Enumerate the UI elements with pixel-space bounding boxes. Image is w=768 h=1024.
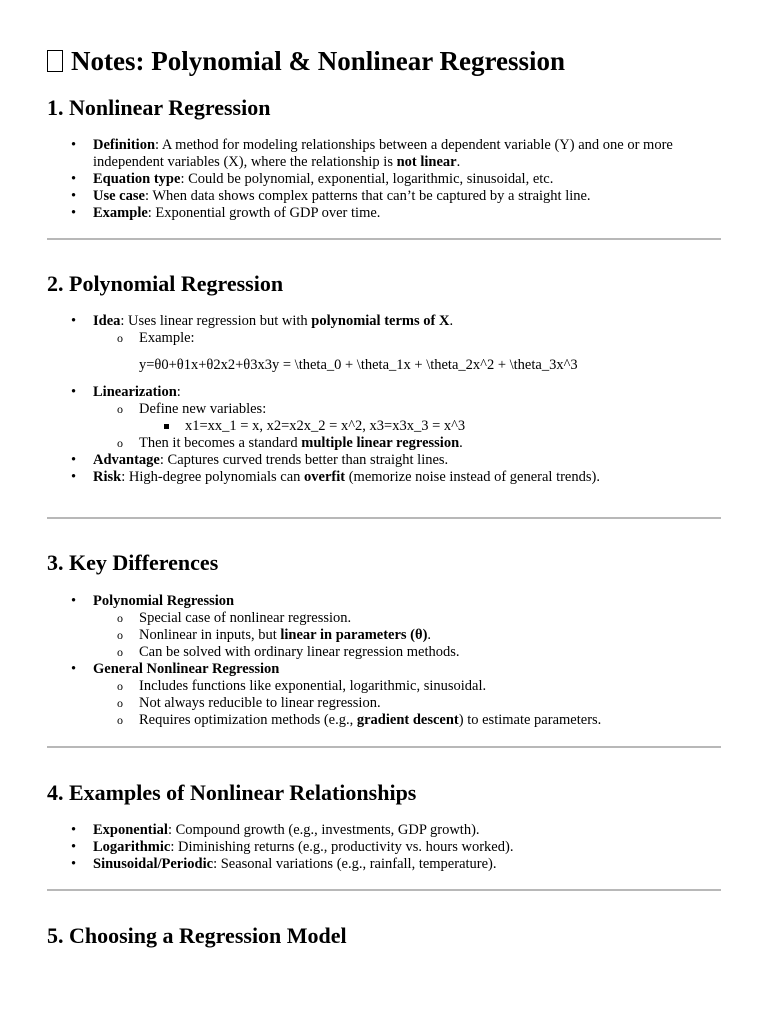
list-item: o Requires optimization methods (e.g., gradient descent) to estimate parameters. (139, 712, 721, 729)
list-item: • Logarithmic: Diminishing returns (e.g., productivity vs. hours worked). (93, 839, 721, 856)
list-item: o Define new variables: x1=xx_1 = x, x2=x2x_2 = x^2, x3=x3x_3 = x^3 (139, 401, 721, 435)
list-item: • Example: Exponential growth of GDP over time. (93, 205, 721, 222)
list-item: x1=xx_1 = x, x2=x2x_2 = x^2, x3=x3x_3 = x^3 (185, 418, 721, 435)
page-title: Notes: Polynomial & Nonlinear Regression (47, 45, 565, 77)
list-item: o Example: y=θ0+θ1x+θ2x2+θ3x3y = \theta_0 + \theta_1x + \theta_2x^2 + \theta_3x^3 (139, 330, 721, 374)
list-item: • Advantage: Captures curved trends better than straight lines. (93, 452, 721, 469)
list-item: • Polynomial Regression o Special case of nonlinear regression. o Nonlinear in inputs, but linear in parameters (θ). o Can be solved with ordinary linear regression methods. (93, 593, 721, 661)
section-1-heading: 1. Nonlinear Regression (47, 95, 271, 120)
list-item: • Idea: Uses linear regression but with polynomial terms of X. o Example: y=θ0+θ1x+θ2x2+θ3x3y = \theta_0 + \theta_1x + \theta_2x^2 + \theta_3x^3 (93, 313, 721, 374)
list-item: o Not always reducible to linear regression. (139, 695, 721, 712)
list-item: • Use case: When data shows complex patterns that can’t be captured by a straight line. (93, 188, 721, 205)
section-2-list (47, 313, 721, 486)
list-item: • Sinusoidal/Periodic: Seasonal variations (e.g., rainfall, temperature). (93, 856, 721, 873)
section-4-list (47, 822, 721, 873)
section-4-heading: 4. Examples of Nonlinear Relationships (47, 780, 417, 805)
section-1-list (47, 137, 721, 222)
missing-glyph-icon (47, 50, 63, 72)
list-item: o Then it becomes a standard multiple linear regression. (139, 435, 721, 452)
formula: y=θ0+θ1x+θ2x2+θ3x3y = \theta_0 + \theta_1x + \theta_2x^2 + \theta_3x^3 (139, 357, 578, 373)
section-3-heading: 3. Key Differences (47, 550, 219, 575)
list-item: o Can be solved with ordinary linear regression methods. (139, 644, 721, 661)
divider (47, 517, 721, 519)
section-5-heading: 5. Choosing a Regression Model (47, 923, 347, 948)
divider (47, 238, 721, 240)
list-item: • Risk: High-degree polynomials can overfit (memorize noise instead of general trends). (93, 469, 721, 486)
divider (47, 746, 721, 748)
list-item: • Equation type: Could be polynomial, exponential, logarithmic, sinusoidal, etc. (93, 171, 721, 188)
list-item: o Includes functions like exponential, logarithmic, sinusoidal. (139, 678, 721, 695)
section-3-list (47, 593, 721, 729)
section-2-heading: 2. Polynomial Regression (47, 271, 284, 296)
list-item: • General Nonlinear Regression o Includes functions like exponential, logarithmic, sinusoidal. o Not always reducible to linear regression. o Requires optimization methods (e.g., gradient descent) to estimate parameters. (93, 661, 721, 729)
list-item: • Definition: A method for modeling relationships between a dependent variable (Y) and one or more independent variables (X), where the relationship is not linear. (93, 137, 721, 171)
list-item: • Linearization: o Define new variables: x1=xx_1 = x, x2=x2x_2 = x^2, x3=x3x_3 = x^3 o Then it becomes a standard multiple linear regression. (93, 384, 721, 452)
list-item: o Nonlinear in inputs, but linear in parameters (θ). (139, 627, 721, 644)
list-item: o Special case of nonlinear regression. (139, 610, 721, 627)
list-item: • Exponential: Compound growth (e.g., investments, GDP growth). (93, 822, 721, 839)
divider (47, 889, 721, 891)
